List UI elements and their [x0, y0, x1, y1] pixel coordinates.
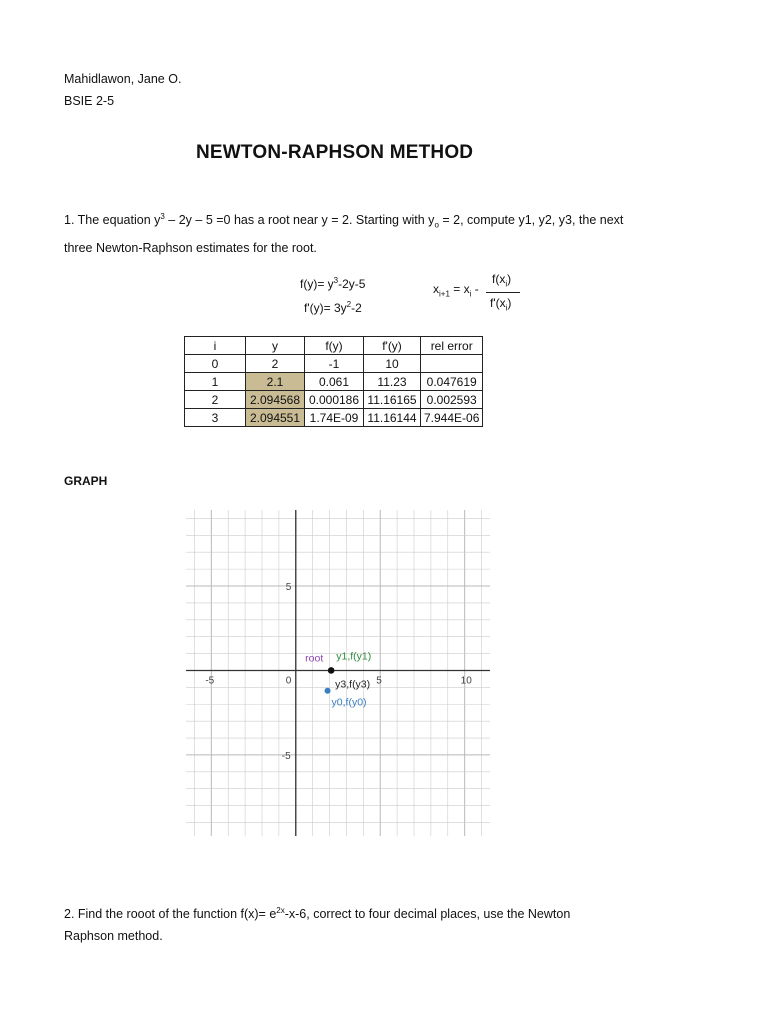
formula-f [300, 276, 365, 291]
problem2-line2: Raphson method. [64, 929, 163, 944]
num-b: ) [507, 272, 512, 286]
problem1-line1-sup: 3 [160, 212, 165, 221]
cell: 0.002593 [421, 391, 483, 409]
table-row [185, 355, 483, 373]
point-label: y0,f(y0) [331, 696, 367, 709]
formula-fprime [304, 300, 362, 315]
cell: -1 [305, 355, 364, 373]
author-section: BSIE 2-5 [64, 94, 115, 108]
formula-iteration [433, 282, 479, 298]
header-fpy: f'(y) [364, 337, 421, 355]
cell: 0.047619 [421, 373, 483, 391]
cell [421, 355, 483, 373]
cell: 0.061 [305, 373, 364, 391]
point-label: y3,f(y3) [335, 678, 371, 691]
x-tick-label: 10 [460, 675, 472, 687]
problem2-text [64, 900, 664, 947]
author-name: Mahidlawon, Jane O. [64, 72, 182, 86]
point-label: root [305, 652, 324, 665]
formula-denominator [490, 296, 511, 312]
problem1-line1-a: 1. The equation y [64, 213, 161, 228]
problem2-line1-sup: 2x [276, 906, 285, 915]
formula-fp-b: -2 [351, 301, 362, 315]
cell: 1.74E-09 [305, 409, 364, 427]
x-tick-label: -5 [205, 675, 215, 687]
num-sub: i [505, 279, 508, 289]
table-row [185, 409, 483, 427]
cell: 11.16144 [364, 409, 421, 427]
newton-raphson-graph [186, 510, 490, 836]
cell: 2 [246, 355, 305, 373]
den-sub: i [505, 303, 508, 313]
point-marker [325, 688, 331, 694]
x-tick-label: 5 [376, 675, 382, 687]
den-a: f'(x [490, 296, 506, 310]
problem2-line1-b: -x-6, correct to four decimal places, use the Newton [284, 907, 571, 922]
fraction-bar [486, 292, 520, 293]
point-label: y1,f(y1) [336, 650, 372, 663]
y-tick-label: 5 [285, 582, 292, 594]
iteration-table [184, 336, 483, 427]
formula-numerator [492, 272, 511, 288]
cell: 7.944E-06 [421, 409, 483, 427]
cell: 2 [185, 391, 246, 409]
cell: 3 [185, 409, 246, 427]
problem1-line2: three Newton-Raphson estimates for the root. [64, 240, 317, 255]
formula-f-sup: 3 [333, 276, 339, 285]
iter-sub1: i+1 [439, 289, 450, 299]
header-fy: f(y) [305, 337, 364, 355]
formula-fp-a: f'(y)= 3y [304, 301, 347, 315]
cell-highlighted: 2.094568 [246, 391, 305, 409]
graph-heading: GRAPH [64, 474, 108, 488]
num-a: f(x [492, 272, 506, 286]
table-header-row [185, 337, 483, 355]
header-y: y [246, 337, 305, 355]
cell: 11.23 [364, 373, 421, 391]
problem1-line1-c: = 2, compute y1, y2, y3, the next [438, 213, 624, 228]
cell-highlighted: 2.1 [246, 373, 305, 391]
table-row [185, 391, 483, 409]
cell: 0 [185, 355, 246, 373]
cell: 10 [364, 355, 421, 373]
y-tick-label: -5 [281, 750, 291, 762]
iter-minus: - [471, 282, 479, 296]
cell-highlighted: 2.094551 [246, 409, 305, 427]
problem1-line1-sub: o [434, 220, 439, 230]
formula-f-a: f(y)= y [300, 277, 334, 291]
cell: 0.000186 [305, 391, 364, 409]
iter-sub2: i [469, 289, 472, 299]
problem1-text [64, 206, 664, 259]
formula-f-b: -2y-5 [338, 277, 366, 291]
iter-x: x [433, 282, 439, 296]
den-b: ) [507, 296, 512, 310]
problem1-line1-b: – 2y – 5 =0 has a root near y = 2. Starting with y [164, 213, 435, 228]
cell: 11.16165 [364, 391, 421, 409]
formula-fp-sup: 2 [346, 300, 352, 309]
table-row [185, 373, 483, 391]
iter-eq: = x [449, 282, 470, 296]
x-tick-label: 0 [285, 675, 292, 687]
page-title: NEWTON-RAPHSON METHOD [196, 142, 474, 163]
problem2-line1-a: 2. Find the rooot of the function f(x)= e [64, 907, 277, 922]
cell: 1 [185, 373, 246, 391]
point-marker [328, 667, 335, 674]
header-i: i [185, 337, 246, 355]
header-rel-error: rel error [421, 337, 483, 355]
